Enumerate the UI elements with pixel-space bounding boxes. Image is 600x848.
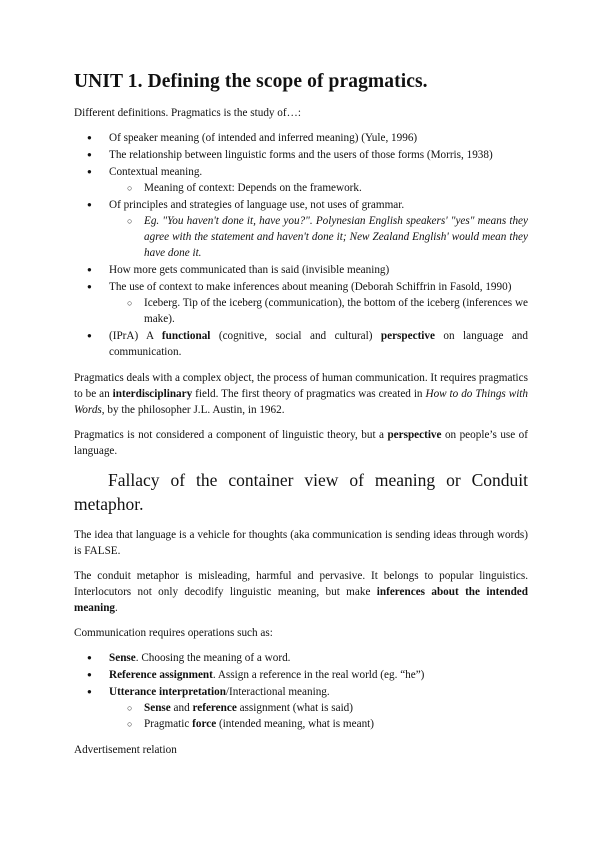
sub-list-item: ○ Iceberg. Tip of the iceberg (communication), the bottom of the iceberg (inferences we make). (109, 295, 528, 327)
definitions-list (74, 130, 528, 360)
text-run: on people’s use of language. (74, 429, 529, 457)
sub-list (109, 700, 528, 732)
list-item: ● How more gets communicated than is said (invisible meaning) (74, 262, 528, 278)
document-page (74, 70, 528, 767)
bold-term: Utterance interpretation (109, 686, 226, 698)
text-run: . (115, 602, 118, 614)
bold-term: force (192, 718, 217, 730)
bold-term: interdisciplinary (112, 388, 193, 400)
list-item: ● Of speaker meaning (of intended and inferred meaning) (Yule, 1996) (74, 130, 528, 146)
operations-list (74, 650, 528, 732)
sub-list (109, 180, 528, 196)
page-title: UNIT 1. Defining the scope of pragmatics. (74, 71, 428, 92)
list-item (74, 650, 528, 666)
text-run: , by the philosopher J.L. Austin, in 1962. (101, 404, 285, 416)
text-run: (intended meaning, what is meant) (216, 718, 374, 730)
example-item: ○ Eg. "You haven't done it, have you?". Polynesian English speakers' "yes" means they agree with the statement and haven't done it; New Zealand English' would mean they have done it. (109, 213, 528, 261)
sub-list (109, 213, 528, 261)
text-run: (cognitive, social and cultural) (210, 330, 381, 342)
bold-term: perspective (380, 330, 435, 342)
text-run: Pragmatics is not considered a component of linguistic theory, but a (74, 429, 388, 441)
list-item-text: The use of context to make inferences about meaning (Deborah Schiffrin in Fasold, 1990) (109, 281, 512, 293)
paragraph: Advertisement relation (74, 744, 177, 756)
bold-term: Sense (109, 652, 136, 664)
text-run: and (170, 702, 193, 714)
list-item: ● The relationship between linguistic forms and the users of those forms (Morris, 1938) (74, 147, 528, 163)
sub-list (109, 295, 528, 327)
paragraph (74, 427, 528, 459)
list-item (74, 164, 528, 196)
text-run: Pragmatics deals with a complex object, the process of human communication. It requires pragmatics to be an (74, 372, 528, 400)
text-run: . Assign a reference in the real world (eg. “he”) (212, 669, 425, 681)
text-run: assignment (what is said) (236, 702, 354, 714)
list-item (74, 197, 528, 261)
text-run: /Interactional meaning. (225, 686, 330, 698)
sub-list-item (109, 700, 528, 716)
text-run: field. The first theory of pragmatics was created in (192, 388, 426, 400)
text-run: The conduit metaphor is misleading, harmful and pervasive. It belongs to popular linguistics. Interlocutors not only decodify linguistic meaning, but make (74, 570, 528, 598)
bold-term: reference (192, 702, 237, 714)
list-item-text: Contextual meaning. (109, 166, 203, 178)
bold-term: Sense (144, 702, 171, 714)
text-run: on language and communication. (109, 330, 528, 358)
sub-list-item (109, 716, 528, 732)
bold-term: functional (161, 330, 211, 342)
list-item (74, 279, 528, 327)
intro-text: Different definitions. Pragmatics is the study of…: (74, 107, 301, 119)
sub-list-item: ○ Meaning of context: Depends on the framework. (109, 180, 528, 196)
list-item-text: Of principles and strategies of language use, not uses of grammar. (109, 199, 405, 211)
section-heading: Fallacy of the container view of meaning or Conduit metaphor. (74, 470, 528, 514)
list-item (74, 667, 528, 683)
bold-term: Reference assignment (109, 669, 213, 681)
bold-term: inferences about the intended meaning (74, 586, 528, 614)
list-item (74, 328, 528, 360)
text-run: (IPrA) A (109, 330, 162, 342)
bold-term: perspective (387, 429, 442, 441)
text-run: . Choosing the meaning of a word. (135, 652, 291, 664)
list-item (74, 684, 528, 732)
paragraph: Communication requires operations such as: (74, 627, 273, 639)
paragraph (74, 568, 528, 616)
text-run: Pragmatic (144, 718, 193, 730)
paragraph: The idea that language is a vehicle for thoughts (aka communication is sending ideas through words) is FALSE. (74, 529, 528, 557)
book-title: How to do Things with Words (74, 388, 528, 416)
paragraph (74, 370, 528, 418)
